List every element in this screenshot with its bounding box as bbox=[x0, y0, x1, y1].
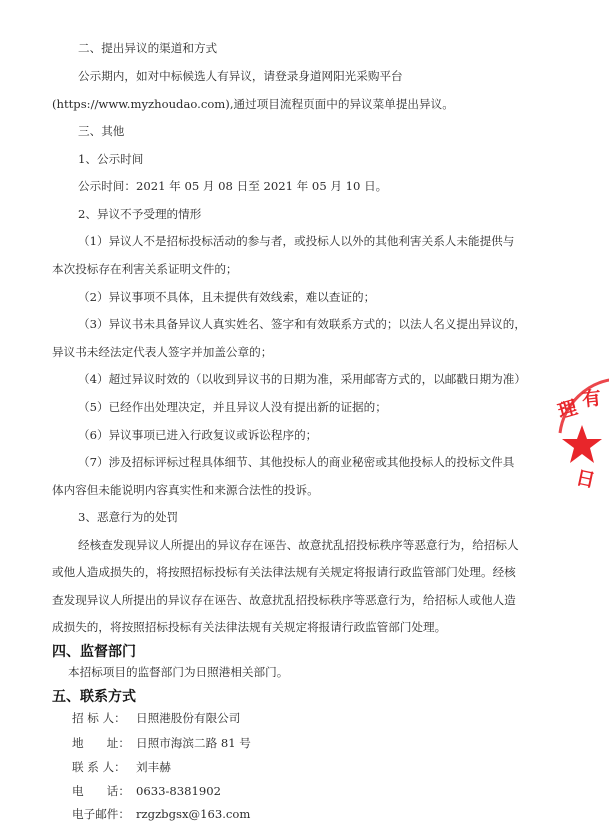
list-item: （4）超过异议时效的（以收到异议书的日期为准，采用邮寄方式的，以邮戳日期为准） bbox=[78, 372, 526, 386]
section-3-1-text: 公示时间：2021 年 05 月 08 日至 2021 年 05 月 10 日。 bbox=[78, 179, 388, 193]
contact-value: 日照港股份有限公司 bbox=[136, 711, 241, 725]
list-item: （1）异议人不是招标投标活动的参与者，或投标人以外的其他利害关系人未能提供与 bbox=[78, 234, 515, 248]
list-item: （5）已经作出处理决定，并且异议人没有提出新的证据的； bbox=[78, 400, 387, 414]
paragraph-line: 查发现异议人所提出的异议存在诬告、故意扰乱招投标秩序等恶意行为，给招标人或他人造 bbox=[52, 593, 516, 607]
section-3-1-title: 1、公示时间 bbox=[78, 152, 144, 166]
paragraph-line: 或他人造成损失的，将按照招标投标有关法律法规有关规定将报请行政监管部门处理。经核 bbox=[52, 565, 516, 579]
seal-star-icon bbox=[562, 425, 602, 463]
list-item: （3）异议书未具备异议人真实姓名、签字和有效联系方式的；以法人名义提出异议的， bbox=[78, 317, 526, 331]
contact-row-bidder bbox=[72, 710, 240, 726]
section-4-text: 本招标项目的监督部门为日照港相关部门。 bbox=[68, 665, 289, 679]
contact-row-phone bbox=[72, 783, 221, 799]
section-4-heading: 四、监督部门 bbox=[52, 644, 136, 660]
paragraph-line: 经核查发现异议人所提出的异议存在诬告、故意扰乱招投标秩序等恶意行为，给招标人 bbox=[78, 538, 519, 552]
contact-value: 0633-8381902 bbox=[136, 784, 222, 798]
contact-label: 联 系 人： bbox=[72, 760, 126, 774]
contact-label: 地 址： bbox=[72, 736, 130, 750]
contact-row-email bbox=[72, 806, 250, 822]
seal-char-1: 理 bbox=[555, 396, 580, 423]
list-item: 本次投标存在利害关系证明文件的； bbox=[52, 262, 238, 276]
section-3-title: 三、其他 bbox=[78, 124, 125, 138]
list-item: （2）异议事项不具体，且未提供有效线索，难以查证的； bbox=[78, 290, 376, 304]
list-item: 异议书未经法定代表人签字并加盖公章的； bbox=[52, 345, 273, 359]
section-2-text-1: 公示期内，如对中标候选人有异议，请登录身道网阳光采购平台 bbox=[78, 69, 403, 83]
contact-value: rzgzbgsx@163.com bbox=[136, 807, 251, 821]
list-item: （7）涉及招标评标过程具体细节、其他投标人的商业秘密或其他投标人的投标文件具 bbox=[78, 455, 515, 469]
section-3-3-title: 3、恶意行为的处罚 bbox=[78, 510, 179, 524]
paragraph-line: 成损失的，将按照招标投标有关法律法规有关规定将报请行政监管部门处理。 bbox=[52, 620, 447, 634]
contact-value: 日照市海滨二路 81 号 bbox=[136, 736, 251, 750]
section-2-title: 二、提出异议的渠道和方式 bbox=[78, 41, 218, 55]
contact-row-person bbox=[72, 759, 171, 775]
list-item: 体内容但未能说明内容真实性和来源合法性的投诉。 bbox=[52, 483, 319, 497]
section-2-text-2: (https://www.myzhoudao.com),通过项目流程页面中的异议菜单提出异议。 bbox=[52, 97, 454, 111]
seal-char-3: 日 bbox=[573, 466, 598, 493]
list-item: （6）异议事项已进入行政复议或诉讼程序的； bbox=[78, 428, 318, 442]
contact-row-address bbox=[72, 735, 251, 751]
contact-label: 电 话： bbox=[72, 784, 130, 798]
seal-graphic bbox=[552, 373, 609, 493]
seal-char-2: 有 bbox=[580, 387, 603, 411]
contact-label: 招 标 人： bbox=[72, 711, 126, 725]
official-seal bbox=[552, 373, 609, 493]
contact-value: 刘丰赫 bbox=[136, 760, 171, 774]
section-5-heading: 五、联系方式 bbox=[52, 689, 136, 705]
section-3-2-title: 2、异议不予受理的情形 bbox=[78, 207, 202, 221]
contact-label: 电子邮件： bbox=[72, 807, 130, 821]
